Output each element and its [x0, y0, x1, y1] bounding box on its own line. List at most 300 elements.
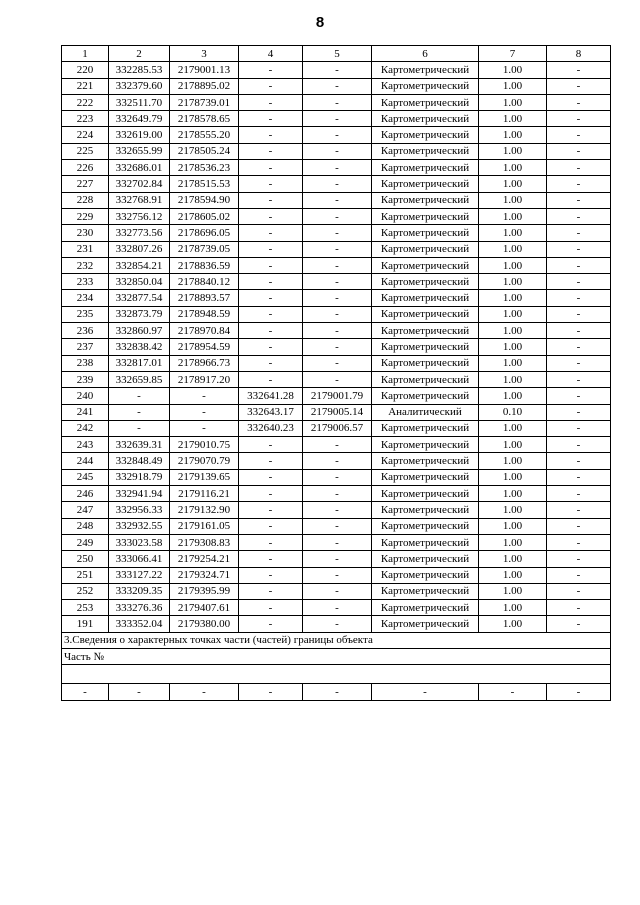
table-cell: -	[239, 551, 303, 567]
table-cell: 1.00	[479, 567, 547, 583]
table-cell: 332702.84	[109, 176, 170, 192]
table-cell: 235	[62, 306, 109, 322]
table-cell: 1.00	[479, 339, 547, 355]
table-cell: Картометрический	[372, 78, 479, 94]
table-cell: 241	[62, 404, 109, 420]
table-cell: Картометрический	[372, 551, 479, 567]
table-cell: 2178578.65	[170, 111, 239, 127]
table-cell: -	[239, 290, 303, 306]
table-cell: -	[547, 518, 611, 534]
table-cell: 332756.12	[109, 208, 170, 224]
table-cell: 2179380.00	[170, 616, 239, 632]
table-cell: -	[303, 502, 372, 518]
table-row	[62, 111, 611, 127]
boundary-points-table	[61, 45, 611, 701]
table-cell: -	[239, 160, 303, 176]
table-row	[62, 371, 611, 387]
table-row	[62, 486, 611, 502]
page-number: 8	[315, 14, 325, 31]
table-cell: -	[239, 355, 303, 371]
table-cell: 1.00	[479, 111, 547, 127]
table-cell: -	[239, 257, 303, 273]
table-row	[62, 355, 611, 371]
table-cell: -	[303, 583, 372, 599]
table-cell: -	[239, 469, 303, 485]
table-row	[62, 274, 611, 290]
table-cell: 332918.79	[109, 469, 170, 485]
table-cell: 333066.41	[109, 551, 170, 567]
table-cell: -	[62, 684, 109, 700]
table-cell: 332619.00	[109, 127, 170, 143]
table-cell: 225	[62, 143, 109, 159]
table-cell: 2179395.99	[170, 583, 239, 599]
table-cell: -	[303, 127, 372, 143]
table-cell: 2178966.73	[170, 355, 239, 371]
table-cell: 332643.17	[239, 404, 303, 420]
table-cell: Картометрический	[372, 437, 479, 453]
table-cell: 333352.04	[109, 616, 170, 632]
table-cell: -	[303, 551, 372, 567]
table-cell: -	[109, 388, 170, 404]
table-row	[62, 241, 611, 257]
table-cell: Картометрический	[372, 420, 479, 436]
table-cell: -	[303, 257, 372, 273]
table-cell: 332773.56	[109, 225, 170, 241]
table-row	[62, 323, 611, 339]
table-cell: -	[303, 486, 372, 502]
table-cell: 227	[62, 176, 109, 192]
table-cell: -	[303, 176, 372, 192]
table-cell: -	[303, 339, 372, 355]
table-cell: 332941.94	[109, 486, 170, 502]
table-cell: -	[303, 225, 372, 241]
table-cell: -	[109, 404, 170, 420]
table-cell: 250	[62, 551, 109, 567]
table-cell: 2178836.59	[170, 257, 239, 273]
table-cell: 224	[62, 127, 109, 143]
table-cell: Картометрический	[372, 225, 479, 241]
table-row	[62, 208, 611, 224]
table-cell: Картометрический	[372, 453, 479, 469]
table-cell: 223	[62, 111, 109, 127]
table-row	[62, 257, 611, 273]
table-cell: -	[109, 420, 170, 436]
table-row	[62, 78, 611, 94]
table-cell: 2178739.01	[170, 94, 239, 110]
table-cell: 332686.01	[109, 160, 170, 176]
table-cell: Картометрический	[372, 486, 479, 502]
table-cell: 245	[62, 469, 109, 485]
table-cell: -	[239, 567, 303, 583]
table-cell: 1.00	[479, 290, 547, 306]
table-cell: 332860.97	[109, 323, 170, 339]
table-cell: -	[547, 257, 611, 273]
part-label: Часть №	[62, 648, 611, 664]
table-row	[62, 290, 611, 306]
table-cell: -	[547, 323, 611, 339]
table-cell: 191	[62, 616, 109, 632]
table-cell: 5	[303, 46, 372, 62]
table-cell: -	[303, 160, 372, 176]
table-row	[62, 600, 611, 616]
table-cell: Картометрический	[372, 208, 479, 224]
table-cell: -	[547, 290, 611, 306]
table-cell: 332850.04	[109, 274, 170, 290]
table-cell: 3	[170, 46, 239, 62]
table-cell: -	[303, 274, 372, 290]
table-cell: -	[547, 534, 611, 550]
table-cell: Картометрический	[372, 257, 479, 273]
table-cell: 2178893.57	[170, 290, 239, 306]
table-cell: -	[109, 684, 170, 700]
table-cell: -	[547, 274, 611, 290]
table-cell: 1.00	[479, 306, 547, 322]
table-cell: 1.00	[479, 143, 547, 159]
table-cell: 332640.23	[239, 420, 303, 436]
table-cell: 332511.70	[109, 94, 170, 110]
table-cell: -	[170, 404, 239, 420]
table-cell: -	[547, 94, 611, 110]
table-cell: 2178739.05	[170, 241, 239, 257]
table-cell: -	[239, 339, 303, 355]
table-cell: 233	[62, 274, 109, 290]
table-cell: 332854.21	[109, 257, 170, 273]
table-cell: 238	[62, 355, 109, 371]
table-cell: -	[239, 502, 303, 518]
table-cell: 232	[62, 257, 109, 273]
table-cell: 248	[62, 518, 109, 534]
table-row	[62, 437, 611, 453]
table-cell: 230	[62, 225, 109, 241]
table-cell: 1.00	[479, 518, 547, 534]
table-cell: 8	[547, 46, 611, 62]
table-cell: 2179005.14	[303, 404, 372, 420]
table-cell: 2178840.12	[170, 274, 239, 290]
blank-row	[62, 665, 611, 684]
section-title: 3.Сведения о характерных точках части (частей) границы объекта	[62, 632, 611, 648]
table-cell: Картометрический	[372, 355, 479, 371]
table-cell: -	[239, 518, 303, 534]
table-cell: Картометрический	[372, 111, 479, 127]
table-cell: Картометрический	[372, 502, 479, 518]
table-row	[62, 143, 611, 159]
table-cell: -	[239, 437, 303, 453]
table-cell: 1.00	[479, 323, 547, 339]
table-cell: 332956.33	[109, 502, 170, 518]
table-cell: -	[547, 111, 611, 127]
table-cell: 1.00	[479, 371, 547, 387]
table-cell: 1.00	[479, 453, 547, 469]
table-cell: 1.00	[479, 274, 547, 290]
table-cell: 1.00	[479, 551, 547, 567]
table-cell: -	[239, 94, 303, 110]
table-cell: 228	[62, 192, 109, 208]
table-cell: -	[303, 469, 372, 485]
table-row	[62, 127, 611, 143]
table-cell: 1.00	[479, 225, 547, 241]
table-cell: 2179254.21	[170, 551, 239, 567]
table-cell: 332659.85	[109, 371, 170, 387]
table-cell: -	[239, 306, 303, 322]
table-cell: 1.00	[479, 257, 547, 273]
table-row	[62, 469, 611, 485]
table-row	[62, 551, 611, 567]
table-cell: -	[547, 684, 611, 700]
table-cell: Картометрический	[372, 534, 479, 550]
table-cell: -	[239, 486, 303, 502]
table-cell: Аналитический	[372, 404, 479, 420]
table-cell: Картометрический	[372, 616, 479, 632]
table-cell: 239	[62, 371, 109, 387]
table-cell: Картометрический	[372, 388, 479, 404]
table-cell: 2178917.20	[170, 371, 239, 387]
table-cell: Картометрический	[372, 62, 479, 78]
table-cell: -	[479, 684, 547, 700]
table-cell: 1.00	[479, 78, 547, 94]
table-cell: -	[239, 143, 303, 159]
table-cell: Картометрический	[372, 339, 479, 355]
table-row	[62, 616, 611, 632]
table-cell: Картометрический	[372, 127, 479, 143]
table-cell: 1.00	[479, 437, 547, 453]
table-cell: 2179308.83	[170, 534, 239, 550]
table-cell: 1.00	[479, 534, 547, 550]
table-cell: -	[239, 78, 303, 94]
table-row	[62, 518, 611, 534]
table-cell: Картометрический	[372, 241, 479, 257]
table-cell: 231	[62, 241, 109, 257]
table-cell: 234	[62, 290, 109, 306]
table-cell: -	[303, 437, 372, 453]
table-cell: -	[303, 684, 372, 700]
table-cell: -	[547, 127, 611, 143]
table-cell: 237	[62, 339, 109, 355]
table-cell: -	[547, 404, 611, 420]
table-cell: 1	[62, 46, 109, 62]
table-cell: 2179010.75	[170, 437, 239, 453]
table-cell: 1.00	[479, 388, 547, 404]
table-cell: 1.00	[479, 420, 547, 436]
table-cell: -	[547, 62, 611, 78]
table-cell: 2178594.90	[170, 192, 239, 208]
table-cell: Картометрический	[372, 274, 479, 290]
table-cell: -	[239, 600, 303, 616]
table-cell: -	[303, 62, 372, 78]
table-cell: -	[547, 502, 611, 518]
table-cell: 240	[62, 388, 109, 404]
table-cell: Картометрический	[372, 306, 479, 322]
table-cell: -	[547, 371, 611, 387]
table-cell: -	[547, 420, 611, 436]
table-cell: 249	[62, 534, 109, 550]
table-cell: -	[547, 583, 611, 599]
table-header-row	[62, 46, 611, 62]
table-cell: -	[372, 684, 479, 700]
part-data-row	[62, 684, 611, 700]
table-cell: 2178954.59	[170, 339, 239, 355]
table-cell: Картометрический	[372, 469, 479, 485]
table-cell: 236	[62, 323, 109, 339]
table-body	[62, 46, 611, 701]
table-cell: -	[547, 241, 611, 257]
table-cell: 332649.79	[109, 111, 170, 127]
table-cell: -	[170, 388, 239, 404]
table-cell: -	[239, 583, 303, 599]
table-cell: 4	[239, 46, 303, 62]
table-row	[62, 176, 611, 192]
table-cell: -	[547, 176, 611, 192]
table-row	[62, 404, 611, 420]
table-cell: -	[547, 160, 611, 176]
table-cell: 1.00	[479, 208, 547, 224]
table-cell: 2179132.90	[170, 502, 239, 518]
table-cell: -	[303, 518, 372, 534]
table-cell: -	[547, 225, 611, 241]
table-cell: 251	[62, 567, 109, 583]
table-cell: -	[303, 290, 372, 306]
table-cell: 332768.91	[109, 192, 170, 208]
table-cell: -	[303, 143, 372, 159]
table-cell: -	[239, 534, 303, 550]
table-row	[62, 62, 611, 78]
table-cell: 2179161.05	[170, 518, 239, 534]
table-cell: -	[303, 78, 372, 94]
table-cell: 0.10	[479, 404, 547, 420]
table-row	[62, 160, 611, 176]
table-cell: 332932.55	[109, 518, 170, 534]
table-cell: -	[547, 192, 611, 208]
table-row	[62, 502, 611, 518]
table-cell: Картометрический	[372, 371, 479, 387]
table-cell: 332285.53	[109, 62, 170, 78]
table-cell: 2178696.05	[170, 225, 239, 241]
table-cell: 2178970.84	[170, 323, 239, 339]
table-cell: Картометрический	[372, 192, 479, 208]
table-row	[62, 225, 611, 241]
table-cell: 2179070.79	[170, 453, 239, 469]
table-cell: 2179407.61	[170, 600, 239, 616]
table-cell: -	[303, 111, 372, 127]
table-cell: 1.00	[479, 241, 547, 257]
table-cell: -	[303, 616, 372, 632]
table-cell: 332807.26	[109, 241, 170, 257]
table-cell: -	[239, 225, 303, 241]
table-cell: 6	[372, 46, 479, 62]
table-cell: -	[303, 371, 372, 387]
table-cell: -	[239, 453, 303, 469]
table-cell: 226	[62, 160, 109, 176]
table-cell: 332817.01	[109, 355, 170, 371]
table-cell: Картометрический	[372, 176, 479, 192]
table-row	[62, 567, 611, 583]
table-cell: -	[547, 306, 611, 322]
table-cell: 1.00	[479, 502, 547, 518]
table-row	[62, 192, 611, 208]
table-cell: -	[547, 616, 611, 632]
table-cell: 2178505.24	[170, 143, 239, 159]
table-cell: 252	[62, 583, 109, 599]
table-row	[62, 583, 611, 599]
part-label-row	[62, 648, 611, 664]
table-cell: 2178605.02	[170, 208, 239, 224]
table-cell: 2178948.59	[170, 306, 239, 322]
table-cell: 247	[62, 502, 109, 518]
table-cell: -	[239, 684, 303, 700]
table-cell: Картометрический	[372, 94, 479, 110]
table-row	[62, 306, 611, 322]
table-row	[62, 534, 611, 550]
table-cell: -	[547, 208, 611, 224]
table-cell: 246	[62, 486, 109, 502]
table-cell: 2178515.53	[170, 176, 239, 192]
table-cell: 333276.36	[109, 600, 170, 616]
table-cell: -	[303, 208, 372, 224]
table-cell: 332641.28	[239, 388, 303, 404]
table-cell: -	[303, 241, 372, 257]
table-cell: -	[239, 323, 303, 339]
table-cell: 2179001.79	[303, 388, 372, 404]
blank-cell	[62, 665, 611, 684]
table-cell: 222	[62, 94, 109, 110]
table-cell: Картометрический	[372, 583, 479, 599]
table-cell: -	[303, 192, 372, 208]
table-cell: 332655.99	[109, 143, 170, 159]
table-cell: 2	[109, 46, 170, 62]
table-cell: -	[547, 437, 611, 453]
table-cell: 1.00	[479, 62, 547, 78]
table-cell: 1.00	[479, 583, 547, 599]
table-cell: -	[170, 420, 239, 436]
table-cell: 333023.58	[109, 534, 170, 550]
table-cell: -	[547, 551, 611, 567]
table-cell: -	[303, 355, 372, 371]
table-cell: -	[547, 339, 611, 355]
table-cell: -	[547, 600, 611, 616]
table-cell: Картометрический	[372, 160, 479, 176]
table-cell: 229	[62, 208, 109, 224]
table-cell: 333127.22	[109, 567, 170, 583]
table-cell: 2178895.02	[170, 78, 239, 94]
table-cell: 1.00	[479, 176, 547, 192]
table-cell: -	[239, 208, 303, 224]
table-cell: -	[547, 469, 611, 485]
table-cell: -	[239, 371, 303, 387]
table-cell: -	[239, 111, 303, 127]
table-cell: -	[239, 62, 303, 78]
table-cell: 332873.79	[109, 306, 170, 322]
table-cell: 2179139.65	[170, 469, 239, 485]
table-cell: 2179324.71	[170, 567, 239, 583]
table-cell: -	[239, 274, 303, 290]
table-cell: -	[303, 567, 372, 583]
table-cell: -	[547, 78, 611, 94]
table-cell: 333209.35	[109, 583, 170, 599]
table-cell: -	[303, 534, 372, 550]
table-cell: 242	[62, 420, 109, 436]
table-cell: 2179006.57	[303, 420, 372, 436]
table-cell: 244	[62, 453, 109, 469]
table-cell: 1.00	[479, 192, 547, 208]
section-title-row	[62, 632, 611, 648]
table-cell: 332848.49	[109, 453, 170, 469]
table-cell: 2178536.23	[170, 160, 239, 176]
table-cell: -	[239, 176, 303, 192]
table-cell: -	[303, 323, 372, 339]
table-cell: -	[239, 127, 303, 143]
table-cell: 243	[62, 437, 109, 453]
table-cell: -	[547, 486, 611, 502]
table-cell: -	[547, 388, 611, 404]
